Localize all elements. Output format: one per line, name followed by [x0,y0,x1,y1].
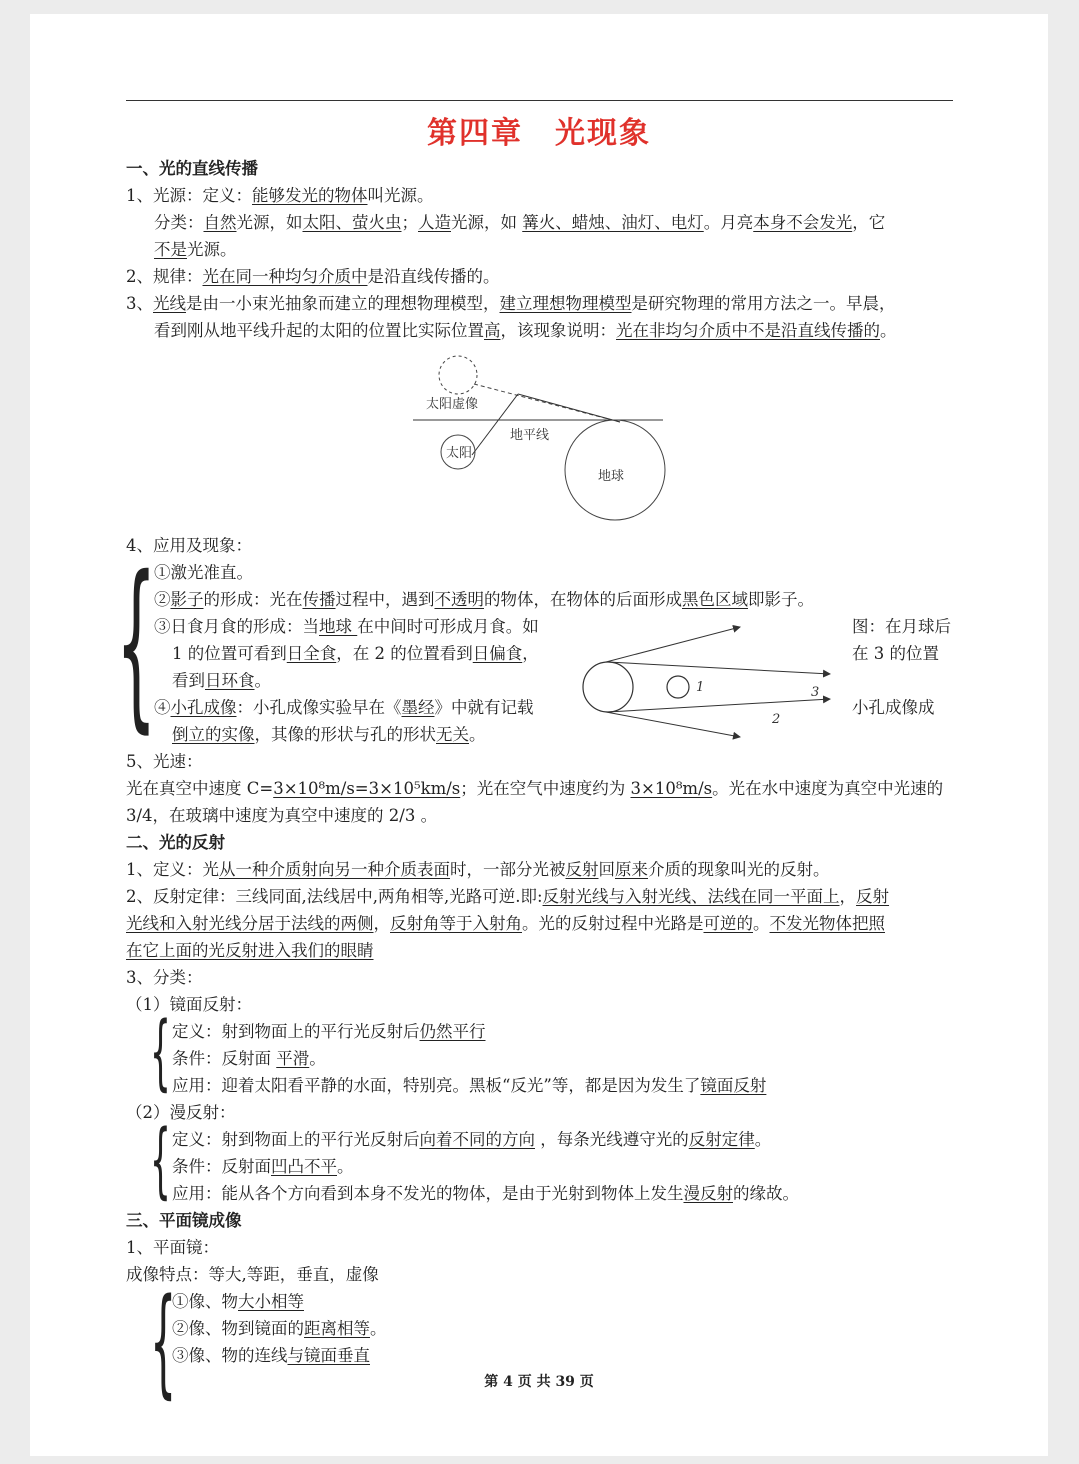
text-line: 倒立的实像，其像的形状与孔的形状无关。 [172,725,486,744]
chapter-title: 第四章 光现象 [427,116,651,151]
text-line: 定义：射到物面上的平行光反射后向着不同的方向 ，每条光线遵守光的反射定律。 [172,1130,772,1149]
text-line: 条件：反射面凹凸不平。 [172,1157,354,1176]
light-ray [606,712,740,737]
left-brace: { [116,537,157,749]
text-line: （1）镜面反射： [126,995,252,1014]
text-line: 4、应用及现象： [126,536,252,555]
section-heading: 二、光的反射 [126,833,225,852]
light-ray [518,394,620,422]
position-label: 3 [811,685,820,700]
position-label: 2 [772,712,781,727]
virtual-sun-circle [439,356,477,394]
text-line: ①激光准直。 [154,563,253,582]
text-line: 3/4，在玻璃中速度为真空中速度的 2/3 。 [126,806,438,825]
text-line: 1、光源：定义：能够发光的物体叫光源。 [126,186,434,205]
earth-label: 地球 [598,469,625,484]
text-line: 看到刚从地平线升起的太阳的位置比实际位置高，该现象说明：光在非均匀介质中不是沿直线传播的。 [154,321,897,340]
horizon-label: 地平线 [510,428,550,443]
text-line: ②像、物到镜面的距离相等。 [172,1319,387,1338]
light-ray [608,662,830,674]
left-brace: { [150,1005,171,1100]
text-line: ③日食月食的形成：当地球 在中间时可形成月食。如 [154,617,539,636]
text-line: ③像、物的连线与镜面垂直 [172,1346,370,1365]
text-line: 光在真空中速度 C=3×10⁸m/s=3×10⁵km/s；光在空气中速度约为 3×10⁸m/s。光在水中速度为真空中光速的 [126,779,944,798]
text-line: 在 3 的位置 [852,644,939,663]
text-line: 图：在月球后 [852,617,951,636]
virtual-sun-label: 太阳虚像 [426,397,479,412]
text-line: 成像特点：等大,等距，垂直，虚像 [126,1265,379,1284]
text-line: 光线和入射光线分居于法线的两侧，反射角等于入射角。光的反射过程中光路是可逆的。不发光物体把照 [126,914,885,933]
text-line: ②影子的形成：光在传播过程中，遇到不透明的物体，在物体的后面形成黑色区域即影子。 [154,590,814,609]
left-brace: { [150,1113,171,1208]
position-label: 1 [696,680,705,695]
header-rule [126,100,953,101]
eclipse-diagram [580,619,840,744]
light-ray [608,699,830,712]
text-line: 2、反射定律：三线同面,法线居中,两角相等,光路可逆.即:反射光线与入射光线、法线在同一平面上，反射 [126,887,890,906]
text-line: 不是光源。 [154,240,237,259]
text-line: 在它上面的光反射进入我们的眼睛 [126,941,374,960]
text-line: 应用：能从各个方向看到本身不发光的物体，是由于光射到物体上发生漫反射的缘故。 [172,1184,799,1203]
sun-circle [583,662,633,712]
left-brace: { [150,1272,177,1410]
text-line: 应用：迎着太阳看平静的水面，特别亮。黑板“反光”等，都是因为发生了镜面反射 [172,1076,767,1095]
section-heading: 三、平面镜成像 [126,1211,242,1230]
light-ray [472,394,518,455]
text-line: ④小孔成像：小孔成像实验早在《墨经》中就有记载 [154,698,534,717]
text-line: 1、平面镜： [126,1238,219,1257]
moon-circle [667,676,689,698]
text-line: 3、光线是由一小束光抽象而建立的理想物理模型，建立理想物理模型是研究物理的常用方法之一。早晨， [126,294,896,313]
text-line: （2）漫反射： [126,1103,236,1122]
light-ray [606,627,740,662]
text-line: 看到日环食。 [172,671,271,690]
section-heading: 一、光的直线传播 [126,159,258,178]
text-line: 定义：射到物面上的平行光反射后仍然平行 [172,1022,486,1041]
text-line: ①像、物大小相等 [172,1292,304,1311]
text-line: 5、光速： [126,752,203,771]
text-line: 分类：自然光源，如太阳、萤火虫；人造光源，如 篝火、蜡烛、油灯、电灯。月亮本身不会发光，它 [154,213,886,232]
text-line: 1、定义：光从一种介质射向另一种介质表面时，一部分光被反射回原来介质的现象叫光的反射。 [126,860,830,879]
document-page [30,14,1048,1456]
page-footer: 第 4 页 共 39 页 [484,1374,594,1390]
text-line: 1 的位置可看到日全食，在 2 的位置看到日偏食， [172,644,539,663]
refraction-diagram [410,352,670,522]
text-line: 小孔成像成 [852,698,935,717]
sun-label: 太阳 [446,446,473,461]
text-line: 3、分类： [126,968,203,987]
text-line: 条件：反射面 平滑。 [172,1049,326,1068]
text-line: 2、规律：光在同一种均匀介质中是沿直线传播的。 [126,267,500,286]
